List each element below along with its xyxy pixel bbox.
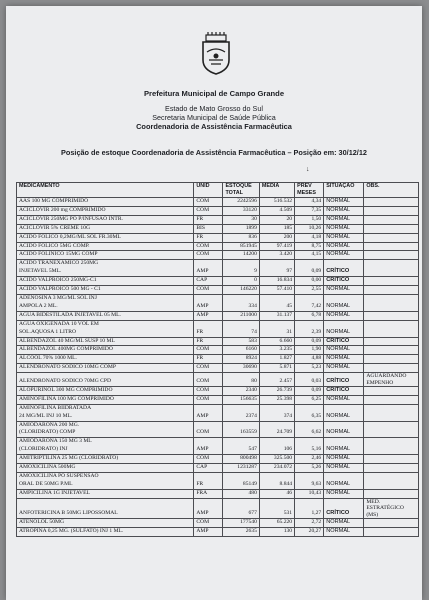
- cell-medicamento: AGUA OXIGENADA 10 VOL EM SOL.AQUOSA 1 LITRO: [17, 320, 194, 337]
- cell-prev-meses: 10,26: [295, 224, 324, 233]
- cell-estoque: 2635: [223, 527, 259, 536]
- cell-media: 8.844: [259, 473, 294, 490]
- cell-estoque: 480: [223, 489, 259, 498]
- col-prev-meses: PREV MESES: [295, 183, 324, 198]
- cell-unid: FR: [194, 320, 223, 337]
- cell-obs: [364, 286, 419, 295]
- coat-of-arms-icon: [199, 32, 233, 76]
- cell-obs: AGUARDANDO EMPENHO: [364, 373, 419, 387]
- cell-prev-meses: 6,35: [295, 404, 324, 421]
- cell-media: 57.410: [259, 286, 294, 295]
- cell-medicamento: ATROPINA 0,25 MG. (SULFATO) INJ 1 ML.: [17, 527, 194, 536]
- cell-medicamento: ACICLOVIR 250MG PO P/INFUSAO INTR.: [17, 215, 194, 224]
- cell-unid: FR: [194, 215, 223, 224]
- cell-medicamento: ANFOTERICINA B 50MG LIPOSSOMAL: [17, 498, 194, 518]
- cell-prev-meses: 0,00: [295, 277, 324, 286]
- cell-obs: [364, 489, 419, 498]
- cell-obs: [364, 311, 419, 320]
- cell-media: 3.235: [259, 346, 294, 355]
- table-row: [17, 277, 419, 286]
- cell-medicamento: AMPICILINA 1G INJETAVEL: [17, 489, 194, 498]
- cell-unid: COM: [194, 386, 223, 395]
- cell-prev-meses: 1,90: [295, 346, 324, 355]
- cell-unid: COM: [194, 346, 223, 355]
- table-row: [17, 386, 419, 395]
- col-obs: OBS.: [364, 183, 419, 198]
- cell-situacao: NORMAL: [324, 455, 364, 464]
- col-situacao: SITUAÇÃO: [324, 183, 364, 198]
- cell-media: 4.509: [259, 206, 294, 215]
- document-page: [6, 6, 422, 600]
- cell-prev-meses: 5,16: [295, 438, 324, 455]
- cell-obs: [364, 242, 419, 251]
- col-media: MEDIA: [259, 183, 294, 198]
- cell-obs: [364, 198, 419, 207]
- cell-prev-meses: 5,23: [295, 364, 324, 373]
- cell-unid: COM: [194, 395, 223, 404]
- cell-estoque: 30: [223, 215, 259, 224]
- cell-estoque: 33120: [223, 206, 259, 215]
- cell-prev-meses: 4,88: [295, 355, 324, 364]
- cell-media: 31.137: [259, 311, 294, 320]
- cell-obs: [364, 421, 419, 438]
- cell-situacao: CRÍTICO: [324, 386, 364, 395]
- cell-estoque: 0: [223, 277, 259, 286]
- cell-prev-meses: 7,35: [295, 206, 324, 215]
- table-row: [17, 527, 419, 536]
- cell-media: 106: [259, 438, 294, 455]
- cell-media: 24.709: [259, 421, 294, 438]
- cell-unid: COM: [194, 242, 223, 251]
- cell-estoque: 85149: [223, 473, 259, 490]
- cell-situacao: NORMAL: [324, 464, 364, 473]
- cell-prev-meses: 0,03: [295, 373, 324, 387]
- cell-obs: [364, 277, 419, 286]
- stock-table: [16, 182, 419, 537]
- cell-situacao: NORMAL: [324, 395, 364, 404]
- cell-unid: COM: [194, 421, 223, 438]
- table-row: [17, 206, 419, 215]
- cell-media: 16.834: [259, 277, 294, 286]
- table-row: [17, 473, 419, 490]
- cell-situacao: NORMAL: [324, 198, 364, 207]
- table-row: [17, 320, 419, 337]
- cell-situacao: NORMAL: [324, 346, 364, 355]
- cell-prev-meses: 0,09: [295, 260, 324, 277]
- cell-obs: [364, 386, 419, 395]
- cell-obs: [364, 518, 419, 527]
- cell-obs: [364, 224, 419, 233]
- cell-medicamento: ACICLOVIR 5% CREME 10G: [17, 224, 194, 233]
- cell-unid: COM: [194, 455, 223, 464]
- cell-estoque: 30690: [223, 364, 259, 373]
- cell-estoque: 547: [223, 438, 259, 455]
- cell-medicamento: AAS 100 MG COMPRIMIDO: [17, 198, 194, 207]
- cell-situacao: NORMAL: [324, 473, 364, 490]
- cell-estoque: 2374: [223, 404, 259, 421]
- table-row: [17, 251, 419, 260]
- cell-estoque: 836: [223, 233, 259, 242]
- table-row: [17, 421, 419, 438]
- cell-estoque: 2242596: [223, 198, 259, 207]
- cell-estoque: 163559: [223, 421, 259, 438]
- cell-estoque: 156635: [223, 395, 259, 404]
- cell-medicamento: AMOXICILINA PO SUSPENSAO ORAL DE 50MG P.ML: [17, 473, 194, 490]
- cell-unid: AMP: [194, 527, 223, 536]
- table-row: [17, 337, 419, 346]
- cell-medicamento: ACIDO VALPROICO 250MG-C1: [17, 277, 194, 286]
- cell-obs: [364, 355, 419, 364]
- cell-obs: [364, 251, 419, 260]
- cell-prev-meses: 4,15: [295, 251, 324, 260]
- cell-situacao: NORMAL: [324, 242, 364, 251]
- cell-obs: [364, 320, 419, 337]
- cell-prev-meses: 7,42: [295, 294, 324, 311]
- col-medicamento: MEDICAMENTO: [17, 183, 194, 198]
- cell-media: 97.419: [259, 242, 294, 251]
- cell-situacao: NORMAL: [324, 527, 364, 536]
- cell-estoque: 74: [223, 320, 259, 337]
- cell-situacao: CRÍTICO: [324, 498, 364, 518]
- cell-estoque: 146220: [223, 286, 259, 295]
- cell-prev-meses: 6,62: [295, 421, 324, 438]
- cell-estoque: 677: [223, 498, 259, 518]
- cell-unid: FR: [194, 355, 223, 364]
- cell-medicamento: ALBENDAZOL 40 MG/ML SUSP 10 ML: [17, 337, 194, 346]
- cell-unid: AMP: [194, 294, 223, 311]
- estado-line: Estado de Mato Grosso do Sul: [165, 104, 263, 113]
- cell-prev-meses: 9,63: [295, 473, 324, 490]
- table-row: [17, 311, 419, 320]
- cell-prev-meses: 6,78: [295, 311, 324, 320]
- cell-media: 1.827: [259, 355, 294, 364]
- cell-media: 5.871: [259, 364, 294, 373]
- cell-prev-meses: 1,50: [295, 215, 324, 224]
- table-row: [17, 498, 419, 518]
- cell-situacao: NORMAL: [324, 320, 364, 337]
- cell-medicamento: ACICLOVIR 200 mg COMPRIMIDO: [17, 206, 194, 215]
- table-row: [17, 364, 419, 373]
- cell-unid: CAP: [194, 464, 223, 473]
- cell-prev-meses: 1,27: [295, 498, 324, 518]
- cell-medicamento: AMINOFILINA 100 MG COMPRIMIDO: [17, 395, 194, 404]
- cell-estoque: 800498: [223, 455, 259, 464]
- cell-estoque: 6160: [223, 346, 259, 355]
- cell-prev-meses: 2,55: [295, 286, 324, 295]
- cell-estoque: 334: [223, 294, 259, 311]
- cell-situacao: NORMAL: [324, 404, 364, 421]
- cell-media: 531: [259, 498, 294, 518]
- cell-estoque: 583: [223, 337, 259, 346]
- cell-media: 185: [259, 224, 294, 233]
- table-row: [17, 198, 419, 207]
- cell-prev-meses: 2,46: [295, 455, 324, 464]
- table-row: [17, 518, 419, 527]
- cell-unid: COM: [194, 251, 223, 260]
- cell-unid: BIS: [194, 224, 223, 233]
- cell-media: 325.500: [259, 455, 294, 464]
- cell-prev-meses: 0,09: [295, 386, 324, 395]
- cell-medicamento: ACIDO FOLINICO 15MG COMP: [17, 251, 194, 260]
- cell-media: 45: [259, 294, 294, 311]
- cell-medicamento: AGUA BIDESTILADA INJETAVEL 05 ML.: [17, 311, 194, 320]
- cell-situacao: NORMAL: [324, 206, 364, 215]
- cell-media: 130: [259, 527, 294, 536]
- table-row: [17, 242, 419, 251]
- cell-unid: FRA: [194, 489, 223, 498]
- cell-unid: AMP: [194, 260, 223, 277]
- cell-obs: [364, 346, 419, 355]
- cell-unid: AMP: [194, 438, 223, 455]
- cell-medicamento: ACIDO VALPROICO 500 MG - C1: [17, 286, 194, 295]
- cell-prev-meses: 4,34: [295, 198, 324, 207]
- cell-situacao: CRÍTICO: [324, 373, 364, 387]
- table-row: [17, 286, 419, 295]
- cell-media: 2.457: [259, 373, 294, 387]
- cell-medicamento: ALENDRONATO SODICO 10MG COMP: [17, 364, 194, 373]
- cell-estoque: 177540: [223, 518, 259, 527]
- cell-unid: CAP: [194, 277, 223, 286]
- cell-unid: FR: [194, 473, 223, 490]
- cell-estoque: 1899: [223, 224, 259, 233]
- cell-estoque: 1231287: [223, 464, 259, 473]
- cell-estoque: 9: [223, 260, 259, 277]
- cell-unid: AMP: [194, 498, 223, 518]
- cell-unid: FR: [194, 337, 223, 346]
- cell-obs: [364, 404, 419, 421]
- cell-estoque: 851945: [223, 242, 259, 251]
- cell-unid: COM: [194, 518, 223, 527]
- cell-obs: [364, 233, 419, 242]
- cell-media: 20: [259, 215, 294, 224]
- table-row: [17, 438, 419, 455]
- cell-obs: [364, 455, 419, 464]
- prefeitura-title: Prefeitura Municipal de Campo Grande: [143, 89, 285, 98]
- cell-unid: AMP: [194, 404, 223, 421]
- secretaria-line: Secretaria Municipal de Saúde Pública: [152, 113, 276, 122]
- cell-medicamento: ACIDO FOLICO 5MG COMP.: [17, 242, 194, 251]
- cell-unid: COM: [194, 286, 223, 295]
- cell-prev-meses: 6,25: [295, 395, 324, 404]
- cell-obs: [364, 337, 419, 346]
- cell-obs: [364, 206, 419, 215]
- cell-medicamento: ALCOOL 70% 1000 ML.: [17, 355, 194, 364]
- cell-situacao: CRÍTICO: [324, 337, 364, 346]
- cell-medicamento: ACIDO TRANEXAMICO 250MG INJETAVEL 5ML.: [17, 260, 194, 277]
- cell-obs: [364, 395, 419, 404]
- cell-obs: [364, 438, 419, 455]
- table-row: [17, 373, 419, 387]
- cell-prev-meses: 0,09: [295, 337, 324, 346]
- cell-media: 97: [259, 260, 294, 277]
- cell-estoque: 2340: [223, 386, 259, 395]
- table-row: [17, 355, 419, 364]
- cell-prev-meses: 4,18: [295, 233, 324, 242]
- cell-medicamento: AMIODARONA 150 MG 3 ML (CLORIDRATO) INJ: [17, 438, 194, 455]
- cell-media: 200: [259, 233, 294, 242]
- cell-situacao: NORMAL: [324, 215, 364, 224]
- cell-medicamento: ALBENDAZOL 400MG COMPRIMIDO: [17, 346, 194, 355]
- col-unid: UNID: [194, 183, 223, 198]
- cell-situacao: NORMAL: [324, 311, 364, 320]
- cell-medicamento: ACIDO FOLICO 0,2MG/ML SOL FR.30ML: [17, 233, 194, 242]
- position-title: Posição de estoque Coordenadoria de Assistência Farmacêutica – Posição em: 30/12/12: [61, 148, 367, 157]
- cell-unid: COM: [194, 373, 223, 387]
- cell-obs: [364, 364, 419, 373]
- col-estoque: ESTOQUE TOTAL: [223, 183, 259, 198]
- cell-media: 46: [259, 489, 294, 498]
- cell-unid: COM: [194, 364, 223, 373]
- cell-medicamento: AMINOFILINA BIIDRATADA 24 MG/ML INJ 10 ML.: [17, 404, 194, 421]
- cell-situacao: NORMAL: [324, 224, 364, 233]
- cell-media: 65.220: [259, 518, 294, 527]
- table-row: [17, 455, 419, 464]
- cell-estoque: 14200: [223, 251, 259, 260]
- cell-situacao: NORMAL: [324, 438, 364, 455]
- table-row: [17, 260, 419, 277]
- cell-media: 31: [259, 320, 294, 337]
- cell-obs: MED. ESTRATÉGICO (MS): [364, 498, 419, 518]
- cell-media: 25.398: [259, 395, 294, 404]
- cell-medicamento: AMITRIPTILINA 25 MG (CLORIDRATO): [17, 455, 194, 464]
- cell-prev-meses: 2,39: [295, 320, 324, 337]
- cell-situacao: NORMAL: [324, 421, 364, 438]
- table-row: [17, 224, 419, 233]
- cell-prev-meses: 8,75: [295, 242, 324, 251]
- cell-unid: FR: [194, 233, 223, 242]
- cell-situacao: NORMAL: [324, 233, 364, 242]
- cell-situacao: NORMAL: [324, 286, 364, 295]
- cell-medicamento: ALOPURINOL 300 MG COMPRIMIDO: [17, 386, 194, 395]
- cell-situacao: CRÍTICO: [324, 277, 364, 286]
- cell-situacao: NORMAL: [324, 518, 364, 527]
- cell-obs: [364, 473, 419, 490]
- table-body: [17, 198, 419, 537]
- table-row: [17, 215, 419, 224]
- cell-obs: [364, 527, 419, 536]
- cell-obs: [364, 464, 419, 473]
- table-row: [17, 489, 419, 498]
- cell-obs: [364, 215, 419, 224]
- cell-estoque: 80: [223, 373, 259, 387]
- table-row: [17, 346, 419, 355]
- arrow-down-icon: ↓: [306, 166, 310, 173]
- table-row: [17, 395, 419, 404]
- cell-situacao: NORMAL: [324, 364, 364, 373]
- cell-media: 6.660: [259, 337, 294, 346]
- cell-prev-meses: 10,43: [295, 489, 324, 498]
- cell-situacao: NORMAL: [324, 294, 364, 311]
- table-row: [17, 233, 419, 242]
- cell-obs: [364, 294, 419, 311]
- cell-obs: [364, 260, 419, 277]
- cell-medicamento: AMOXICILINA 500MG: [17, 464, 194, 473]
- cell-prev-meses: 2,72: [295, 518, 324, 527]
- cell-medicamento: ALENDRONATO SODICO 70MG CPD: [17, 373, 194, 387]
- table-row: [17, 464, 419, 473]
- cell-media: 26.739: [259, 386, 294, 395]
- cell-medicamento: ADENOSINA 3 MG/ML SOL INJ AMPOLA 2 ML.: [17, 294, 194, 311]
- cell-unid: COM: [194, 206, 223, 215]
- table-header-row: [17, 183, 419, 198]
- cell-prev-meses: 5,26: [295, 464, 324, 473]
- cell-medicamento: AMIODARONA 200 MG. (CLORIDRATO) COMP: [17, 421, 194, 438]
- cell-situacao: NORMAL: [324, 489, 364, 498]
- cell-media: 234.072: [259, 464, 294, 473]
- cell-situacao: NORMAL: [324, 251, 364, 260]
- cell-media: 374: [259, 404, 294, 421]
- table-row: [17, 404, 419, 421]
- coordenadoria-title: Coordenadoria de Assistência Farmacêutica: [136, 122, 292, 131]
- table-row: [17, 294, 419, 311]
- cell-unid: AMP: [194, 311, 223, 320]
- cell-situacao: CRÍTICO: [324, 260, 364, 277]
- cell-media: 3.420: [259, 251, 294, 260]
- cell-situacao: NORMAL: [324, 355, 364, 364]
- cell-unid: COM: [194, 198, 223, 207]
- cell-estoque: 8924: [223, 355, 259, 364]
- cell-estoque: 211000: [223, 311, 259, 320]
- cell-media: 516.532: [259, 198, 294, 207]
- cell-medicamento: ATENOLOL 50MG: [17, 518, 194, 527]
- cell-prev-meses: 20,27: [295, 527, 324, 536]
